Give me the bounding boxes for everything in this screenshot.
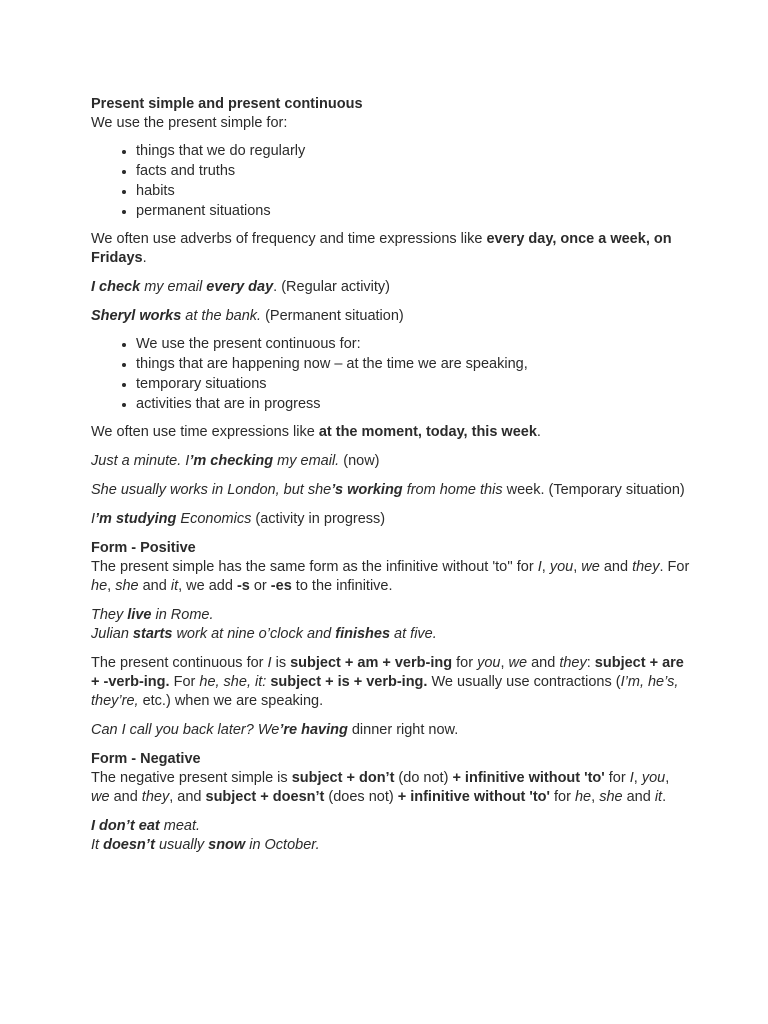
text-run: We often use time expressions like bbox=[91, 424, 319, 440]
list-item: • facts and truths bbox=[136, 161, 691, 181]
bold-run: snow bbox=[208, 837, 246, 853]
text-run: , we add bbox=[178, 578, 237, 594]
text-run: meat. bbox=[159, 818, 201, 834]
bold-run: finishes bbox=[335, 626, 391, 642]
italic-run: we bbox=[91, 789, 110, 805]
bold-run: at the moment, today, this week bbox=[318, 424, 537, 440]
italic-run: we bbox=[508, 655, 528, 671]
italic-run: he bbox=[91, 578, 108, 594]
continuous-uses-list bbox=[91, 334, 691, 414]
italic-run: he, she, it: bbox=[199, 674, 267, 690]
text-run: Economics bbox=[176, 511, 252, 527]
text-run: , bbox=[591, 789, 600, 805]
bold-run: ’m studying bbox=[95, 511, 177, 527]
bold-run: I don’t eat bbox=[91, 818, 160, 834]
list-item: • permanent situations bbox=[136, 201, 691, 221]
text-run: The present simple has the same form as the infinitive without 'to'' for bbox=[91, 559, 538, 575]
text-run: dinner right now. bbox=[347, 722, 459, 738]
text-run: , bbox=[665, 770, 670, 786]
text-run: . For bbox=[659, 559, 690, 575]
example-sentence bbox=[91, 510, 691, 529]
bold-run: -s bbox=[236, 578, 250, 594]
list-item: • things that we do regularly bbox=[136, 141, 691, 161]
bold-run: starts bbox=[132, 626, 173, 642]
text-run: and bbox=[527, 655, 560, 671]
text-run: . bbox=[142, 250, 147, 266]
text-run: from home this bbox=[402, 482, 503, 498]
text-run: . bbox=[536, 424, 541, 440]
italic-run: we bbox=[581, 559, 600, 575]
text-run: For bbox=[169, 674, 200, 690]
text-run: We usually use contractions ( bbox=[427, 674, 621, 690]
intro-text: We use the present simple for: bbox=[91, 115, 288, 131]
italic-run: I bbox=[267, 655, 272, 671]
list-item: • things that are happening now – at the time we are speaking, bbox=[136, 354, 691, 374]
italic-run: she bbox=[115, 578, 139, 594]
bold-run: subject + don’t bbox=[291, 770, 395, 786]
text-run: We often use adverbs of frequency and time expressions like bbox=[91, 231, 487, 247]
list-item: • habits bbox=[136, 181, 691, 201]
text-run: : bbox=[586, 655, 595, 671]
text-run: in October. bbox=[245, 837, 320, 853]
simple-uses-list bbox=[91, 141, 691, 221]
example-sentence bbox=[91, 721, 691, 740]
text-run: The present continuous for bbox=[91, 655, 268, 671]
italic-run: it bbox=[170, 578, 179, 594]
form-negative-paragraph bbox=[91, 769, 691, 807]
text-run: I bbox=[91, 511, 96, 527]
bold-run: ’re having bbox=[279, 722, 348, 738]
text-run: work at nine o’clock and bbox=[172, 626, 336, 642]
bold-run: subject + am + verb-ing bbox=[290, 655, 453, 671]
italic-run: I’m, he’s, they’re, bbox=[91, 674, 679, 709]
text-run: . (Regular activity) bbox=[273, 279, 391, 295]
document-body bbox=[91, 95, 691, 865]
text-run: my email bbox=[140, 279, 207, 295]
text-run: . bbox=[662, 789, 667, 805]
text-run: and bbox=[138, 578, 171, 594]
text-run: for bbox=[550, 789, 575, 805]
text-run: my email. bbox=[273, 453, 340, 469]
text-run: and bbox=[622, 789, 655, 805]
text-run: , and bbox=[169, 789, 206, 805]
text-run: for bbox=[604, 770, 630, 786]
bold-run: I check bbox=[91, 279, 141, 295]
text-run: , bbox=[107, 578, 116, 594]
text-run: in Rome. bbox=[151, 607, 214, 623]
text-run: Julian bbox=[91, 626, 133, 642]
bold-run: + infinitive without 'to' bbox=[452, 770, 605, 786]
list-item: • activities that are in progress bbox=[136, 394, 691, 414]
text-run: at five. bbox=[390, 626, 437, 642]
text-run: (activity in progress) bbox=[251, 511, 386, 527]
example-sentence bbox=[91, 278, 691, 297]
text-run: Just a minute. I bbox=[91, 453, 190, 469]
bold-run: + infinitive without 'to' bbox=[397, 789, 550, 805]
text-run: , bbox=[633, 770, 642, 786]
adverbs-paragraph bbox=[91, 230, 691, 268]
text-run: It bbox=[91, 837, 104, 853]
text-run: , bbox=[573, 559, 582, 575]
text-run: week. (Temporary situation) bbox=[502, 482, 685, 498]
bold-run: subject + are + -verb-ing. bbox=[91, 655, 684, 690]
text-run: at the bank. bbox=[181, 308, 262, 324]
time-expressions-paragraph bbox=[91, 423, 691, 442]
bold-run: subject + doesn’t bbox=[205, 789, 325, 805]
text-run: (Permanent situation) bbox=[261, 308, 404, 324]
list-item: • temporary situations bbox=[136, 374, 691, 394]
form-positive-heading: Form - Positive bbox=[91, 540, 196, 556]
bold-run: every day, once a week, on Fridays bbox=[91, 231, 672, 266]
bold-run: live bbox=[127, 607, 152, 623]
text-run: to the infinitive. bbox=[291, 578, 393, 594]
italic-run: they bbox=[632, 559, 660, 575]
text-run: or bbox=[249, 578, 271, 594]
text-run: , bbox=[500, 655, 509, 671]
text-run: usually bbox=[154, 837, 209, 853]
text-run: is bbox=[271, 655, 291, 671]
text-run: , bbox=[541, 559, 550, 575]
text-run: etc.) when we are speaking. bbox=[138, 693, 324, 709]
italic-run: you bbox=[641, 770, 666, 786]
example-sentence bbox=[91, 481, 691, 500]
bold-run: ’m checking bbox=[189, 453, 274, 469]
text-run: and bbox=[109, 789, 142, 805]
form-positive-paragraph bbox=[91, 558, 691, 596]
example-sentence bbox=[91, 307, 691, 326]
text-run: (do not) bbox=[394, 770, 453, 786]
italic-run: you bbox=[549, 559, 574, 575]
text-run: (does not) bbox=[324, 789, 398, 805]
italic-run: they bbox=[559, 655, 587, 671]
bold-run: -es bbox=[270, 578, 292, 594]
example-block bbox=[91, 606, 691, 644]
list-item: • We use the present continuous for: bbox=[136, 334, 691, 354]
text-run: (now) bbox=[339, 453, 380, 469]
italic-run: they bbox=[141, 789, 170, 805]
italic-run: I bbox=[537, 559, 542, 575]
italic-run: you bbox=[477, 655, 501, 671]
example-block bbox=[91, 817, 691, 855]
text-run: Can I call you back later? We bbox=[91, 722, 280, 738]
bold-run: every day bbox=[206, 279, 274, 295]
form-negative-heading: Form - Negative bbox=[91, 751, 201, 767]
italic-run: she bbox=[599, 789, 623, 805]
bold-run: Sheryl works bbox=[91, 308, 182, 324]
text-run: and bbox=[599, 559, 633, 575]
bold-run: ’s working bbox=[331, 482, 403, 498]
page-title: Present simple and present continuous bbox=[91, 96, 363, 112]
example-sentence bbox=[91, 452, 691, 471]
text-run: The negative present simple is bbox=[91, 770, 292, 786]
text-run: for bbox=[452, 655, 478, 671]
bold-run: subject + is + verb-ing. bbox=[270, 674, 428, 690]
continuous-form-paragraph bbox=[91, 654, 691, 711]
text-run: She usually works in London, but she bbox=[91, 482, 332, 498]
bold-run: doesn’t bbox=[103, 837, 155, 853]
italic-run: he bbox=[574, 789, 592, 805]
italic-run: I bbox=[629, 770, 634, 786]
text-run: They bbox=[91, 607, 128, 623]
italic-run: it bbox=[654, 789, 663, 805]
